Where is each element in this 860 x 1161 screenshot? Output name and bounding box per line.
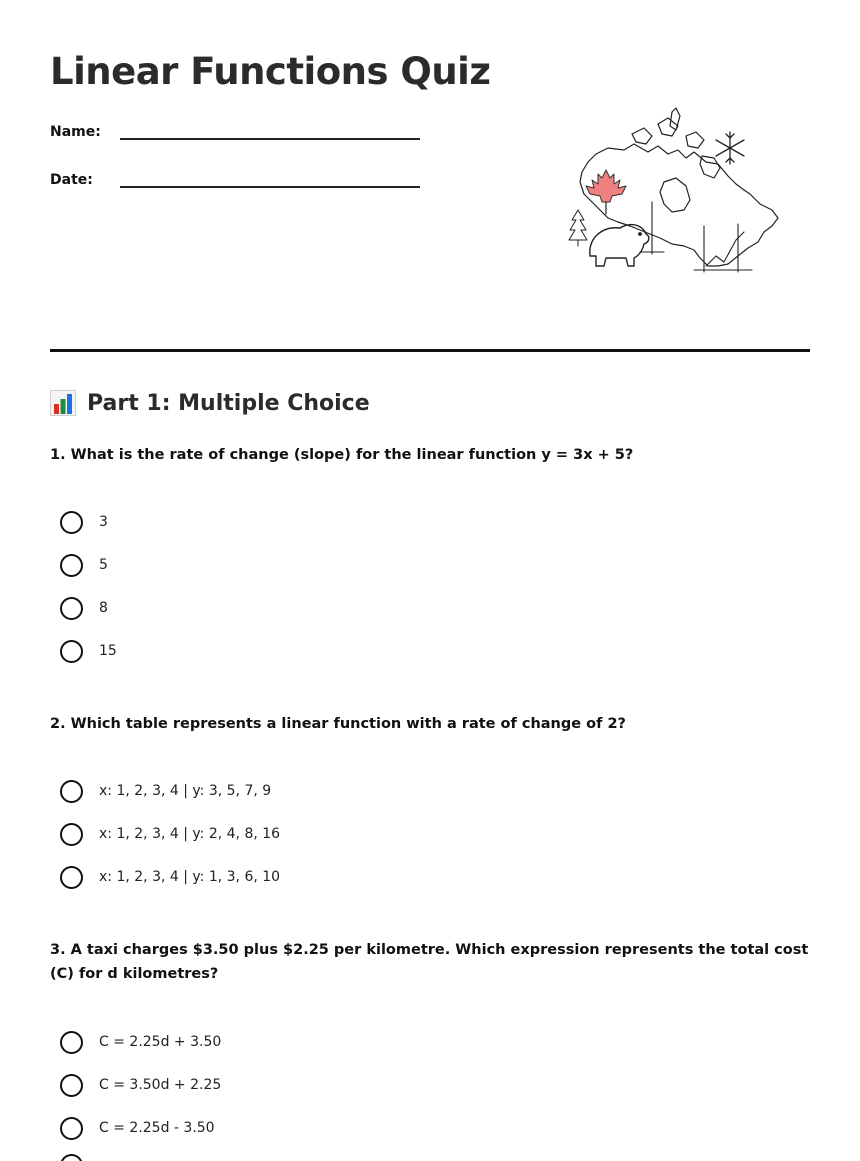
option-label: 15 xyxy=(99,643,117,659)
radio-button[interactable] xyxy=(60,511,83,534)
quiz-title: Linear Functions Quiz xyxy=(50,50,491,93)
q1-option-b[interactable] xyxy=(60,553,108,577)
option-label: x: 1, 2, 3, 4 | y: 1, 3, 6, 10 xyxy=(99,869,281,885)
date-field xyxy=(50,170,420,188)
question-2-text: 2. Which table represents a linear function with a rate of change of 2? xyxy=(50,716,626,732)
radio-button[interactable] xyxy=(60,1074,83,1097)
option-label: x: 1, 2, 3, 4 | y: 3, 5, 7, 9 xyxy=(99,783,272,799)
section-divider xyxy=(50,349,810,352)
date-label: Date: xyxy=(50,172,93,188)
tree-icon xyxy=(569,210,587,246)
option-label: 5 xyxy=(99,557,108,573)
radio-button[interactable] xyxy=(60,780,83,803)
radio-button[interactable] xyxy=(60,554,83,577)
option-label: C = 3.50d + 2.25 xyxy=(99,1077,222,1093)
option-label: C = 2.25d + 3.50 xyxy=(99,1034,222,1050)
radio-button[interactable] xyxy=(60,597,83,620)
radio-button[interactable] xyxy=(60,1117,83,1140)
hudson-bay-outline xyxy=(660,178,690,212)
name-label: Name: xyxy=(50,124,101,140)
option-label: x: 1, 2, 3, 4 | y: 2, 4, 8, 16 xyxy=(99,826,281,842)
radio-button[interactable] xyxy=(60,1154,83,1161)
q1-option-c[interactable] xyxy=(60,596,108,620)
name-input-line[interactable] xyxy=(120,122,420,140)
bar-chart-icon xyxy=(50,390,76,416)
bear-icon xyxy=(590,225,649,266)
q3-option-d-partial[interactable] xyxy=(60,1153,99,1161)
date-input-line[interactable] xyxy=(120,170,420,188)
name-field xyxy=(50,122,420,140)
q2-option-b[interactable] xyxy=(60,822,280,846)
q1-option-a[interactable] xyxy=(60,510,108,534)
q3-option-c[interactable] xyxy=(60,1116,215,1140)
section-title: Part 1: Multiple Choice xyxy=(87,390,370,416)
q3-option-a[interactable] xyxy=(60,1030,221,1054)
arctic-islands-outline xyxy=(632,108,704,148)
section-heading xyxy=(50,390,370,416)
option-label: 3 xyxy=(99,514,108,530)
radio-button[interactable] xyxy=(60,866,83,889)
q3-option-b[interactable] xyxy=(60,1073,221,1097)
snowflake-icon xyxy=(716,132,744,164)
radio-button[interactable] xyxy=(60,640,83,663)
q1-option-d[interactable] xyxy=(60,639,117,663)
canada-map-illustration xyxy=(568,106,784,278)
question-3-text: 3. A taxi charges $3.50 plus $2.25 per kilometre. Which expression represents the total cost (C) for d kilometres? xyxy=(50,942,809,982)
option-label: C = 2.25d - 3.50 xyxy=(99,1120,215,1136)
radio-button[interactable] xyxy=(60,823,83,846)
radio-button[interactable] xyxy=(60,1031,83,1054)
question-1-text: 1. What is the rate of change (slope) for the linear function y = 3x + 5? xyxy=(50,447,634,463)
maple-leaf-icon xyxy=(586,170,626,202)
q2-option-a[interactable] xyxy=(60,779,271,803)
canada-map-outline xyxy=(580,144,778,266)
option-label: 8 xyxy=(99,600,108,616)
q2-option-c[interactable] xyxy=(60,865,280,889)
